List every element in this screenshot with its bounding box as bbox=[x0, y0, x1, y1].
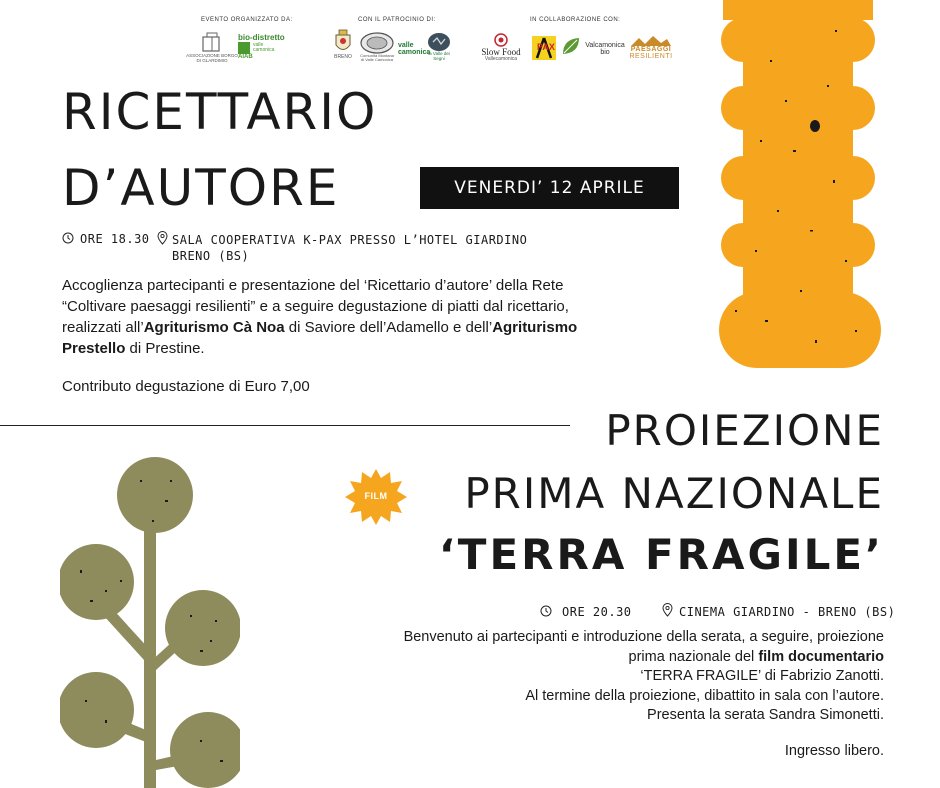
section-divider bbox=[0, 425, 570, 426]
logo-breno-text: BRENO bbox=[334, 54, 352, 61]
snail-icon bbox=[493, 33, 509, 47]
logo-comunita-montana-text: Comunità Montana di Valle Camonica bbox=[360, 52, 394, 62]
event1-desc-part1: Accoglienza partecipanti e presentazione del ‘Ricettario d’autore’ della Rete “Coltivare paesaggi resilienti” e a seguire degustazione di piatti dal ricettario, realizzati all’ bbox=[62, 277, 569, 336]
event2-time: ORE 20.30 bbox=[562, 605, 632, 619]
event2-title-line3: ‘TERRA FRAGILE’ bbox=[438, 530, 884, 579]
logo-kpax bbox=[530, 32, 558, 64]
seal-icon bbox=[360, 32, 394, 54]
logo-borgo-text: ASSOCIAZIONE BORGO DI GLARDIMIO bbox=[186, 53, 238, 63]
logo-leaf bbox=[560, 34, 582, 58]
logo-comunita-montana bbox=[358, 26, 396, 68]
event2-desc-line2a: prima nazionale del bbox=[628, 648, 759, 665]
logo-biodistretto bbox=[238, 28, 294, 64]
event1-title-line2: D’AUTORE bbox=[62, 159, 340, 217]
patronage-label: CON IL PATROCINIO DI: bbox=[358, 17, 436, 23]
biodistretto-mark-icon bbox=[238, 42, 250, 54]
organized-label: EVENTO ORGANIZZATO DA: bbox=[201, 17, 293, 23]
event2-desc-line1: Benvenuto ai partecipanti e introduzione della serata, a seguire, proiezione bbox=[403, 629, 884, 645]
biodistretto-line1: bio-distretto bbox=[238, 32, 285, 42]
leaf-icon bbox=[560, 35, 582, 57]
event1-description bbox=[62, 275, 622, 359]
event2-description bbox=[324, 628, 884, 726]
biodistretto-line3: AIAB bbox=[238, 53, 253, 60]
slow-food-line2: Vallecamonica bbox=[484, 56, 518, 63]
event2-title-line1: PROIEZIONE bbox=[605, 406, 884, 455]
event2-title-line2: PRIMA NAZIONALE bbox=[464, 469, 884, 518]
logo-valle-dei-segni bbox=[422, 28, 456, 66]
orange-decoration bbox=[715, 0, 890, 378]
logo-breno bbox=[330, 24, 356, 66]
film-badge bbox=[345, 469, 407, 525]
kpax-text: PAX bbox=[537, 42, 555, 52]
logo-valcamonica-bio bbox=[584, 36, 626, 62]
event1-contribution: Contributo degustazione di Euro 7,00 bbox=[62, 378, 310, 395]
paesaggi-line1: PAESAGGI bbox=[630, 46, 672, 53]
valle-camonica-line1: valle bbox=[398, 42, 414, 49]
biodistretto-line2: valle camonica bbox=[253, 41, 275, 53]
event1-desc-bold1: Agriturismo Cà Noa bbox=[143, 319, 285, 336]
event2-desc-line5: Presenta la serata Sandra Simonetti. bbox=[647, 707, 884, 723]
event2-desc-line3: ‘TERRA FRAGILE’ di Fabrizio Zanotti. bbox=[640, 668, 884, 684]
valle-dei-segni-text: la Valle dei Segni bbox=[428, 51, 450, 61]
event1-desc-part2: di Saviore dell’Adamello e dell’ bbox=[284, 319, 493, 336]
event2-desc-line4: Al termine della proiezione, dibattito in sala con l’autore. bbox=[525, 687, 884, 704]
event1-desc-bold2: Agriturismo Prestello bbox=[62, 319, 578, 357]
event1-desc-part3: di Prestine. bbox=[125, 340, 205, 357]
slow-food-line1: Slow Food bbox=[481, 47, 521, 58]
event2-place: CINEMA GIARDINO - BRENO (BS) bbox=[679, 605, 896, 619]
logo-paesaggi-resilienti bbox=[626, 32, 676, 64]
valcamonica-bio-line2: bio bbox=[600, 49, 610, 56]
valcamonica-bio-line1: Valcamonica bbox=[585, 42, 625, 49]
rock-carving-icon bbox=[427, 32, 451, 52]
location-pin-icon bbox=[157, 231, 168, 245]
event2-entry: Ingresso libero. bbox=[784, 743, 884, 759]
event1-title-line1: RICETTARIO bbox=[62, 83, 378, 141]
event1-date-badge: VENERDI’ 12 APRILE bbox=[420, 167, 679, 209]
clock-icon bbox=[540, 605, 552, 617]
crest-icon bbox=[334, 29, 352, 55]
event1-place-line2: BRENO (BS) bbox=[172, 249, 250, 263]
event1-time: ORE 18.30 bbox=[80, 232, 150, 246]
event2-desc-line2 bbox=[324, 648, 884, 668]
event1-place-line1: SALA COOPERATIVA K-PAX PRESSO L’HOTEL GIARDINO bbox=[172, 233, 528, 247]
valle-camonica-line2: camonica bbox=[398, 49, 431, 56]
logo-borgo bbox=[186, 28, 238, 68]
collaboration-label: IN COLLABORAZIONE CON: bbox=[530, 17, 621, 23]
clock-icon bbox=[62, 232, 74, 244]
olive-tree-decoration bbox=[60, 450, 240, 788]
film-badge-label: FILM bbox=[364, 491, 388, 501]
house-icon bbox=[200, 32, 224, 54]
paesaggi-line2: RESILIENTI bbox=[629, 53, 673, 60]
location-pin-icon bbox=[662, 603, 673, 617]
logo-slow-food bbox=[477, 30, 525, 66]
event2-desc-line2b: film documentario bbox=[758, 648, 884, 665]
mountains-icon bbox=[631, 36, 671, 46]
